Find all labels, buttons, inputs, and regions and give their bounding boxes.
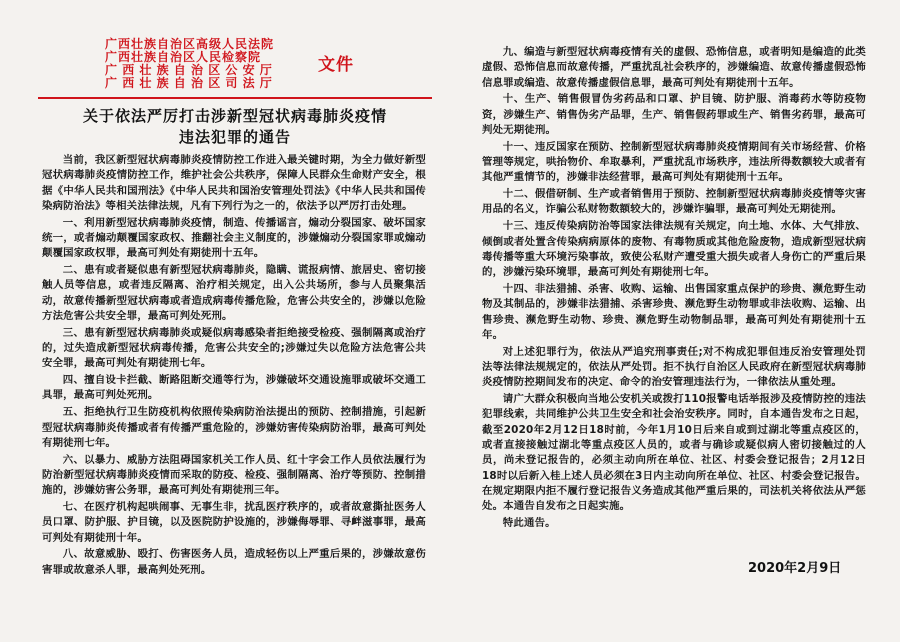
issue-date: 2020年2月9日 — [748, 561, 842, 576]
paragraph: 二、患有或者疑似患有新型冠状病毒肺炎，隐瞒、谎报病情、旅居史、密切接触人员等信息，或者违反隔离、治疗相关规定，出入公共场所，参与人员聚集活动，故意传播新型冠状病毒或者造成病毒传播危险，危害公共安全的，涉嫌以危险方法危害公共安全罪，最高可判处死刑。 — [42, 264, 426, 322]
red-divider — [38, 97, 432, 99]
left-column — [42, 153, 426, 580]
paragraph: 七、在医疗机构起哄闹事、无事生非，扰乱医疗秩序的，或者故意撕扯医务人员口罩、防护服、护目镜，以及医院防护设施的，涉嫌侮辱罪、寻衅滋事罪，最高可判处有期徒刑十年。 — [42, 501, 426, 544]
org-public-security: 广西壮族自治区公安厅 — [105, 63, 278, 77]
closing-line: 特此通告。 — [502, 516, 556, 529]
paragraph: 十三、违反传染病防治等国家法律法规有关规定，向土地、水体、大气排放、倾倒或者处置含传染病病原体的废物、有毒物质或其他危险废物，造成新型冠状病毒传播等重大环境污染事故，致使公私财产遭受重大损失或者人身伤亡的严重后果的，涉嫌污染环境罪，最高可判处有期徒刑七年。 — [482, 220, 866, 279]
title-line-1: 关于依法严厉打击涉新型冠状病毒肺炎疫情 — [82, 107, 387, 125]
paragraph: 十四、非法猎捕、杀害、收购、运输、出售国家重点保护的珍贵、濒危野生动物及其制品的，涉嫌非法猎捕、杀害珍贵、濒危野生动物罪或非法收购、运输、出售珍贵、濒危野生动物、珍贵、濒危野生动物制品罪，最高可判处有期徒刑十五年。 — [482, 282, 866, 341]
org-procuratorate: 广西壮族自治区人民检察院 — [105, 50, 262, 64]
paragraph: 对上述犯罪行为，依法从严追究刑事责任;对不构成犯罪但违反治安管理处罚法等法律法规规定的，依法从严处罚。拒不执行自治区人民政府在新型冠状病毒肺炎疫情防控期间发布的决定、命令的治安管理违法行为，一律依法从重处理。 — [482, 345, 866, 389]
org-justice: 广西壮族自治区司法厅 — [105, 76, 278, 90]
paragraph: 九、编造与新型冠状病毒疫情有关的虚假、恐怖信息，或者明知是编造的此类虚假、恐怖信息而故意传播，严重扰乱社会秩序的，涉嫌编造、故意传播虚假恐怖信息罪或编造、故意传播虚假信息罪，最高可判处有期徒刑十五年。 — [482, 46, 866, 89]
paragraph: 当前，我区新型冠状病毒肺炎疫情防控工作进入最关键时期，为全力做好新型冠状病毒肺炎疫情防控工作，维护社会公共秩序，保障人民群众生命财产安全，根据《中华人民共和国刑法》《中华人民共和国治安管理处罚法》《中华人民共和国传染病防治法》等相关法律法规，凡有下列行为之一的，依法予以严厉打击处理。 — [42, 154, 426, 212]
paragraph: 五、拒绝执行卫生防疫机构依照传染病防治法提出的预防、控制措施，引起新型冠状病毒肺炎传播或者有传播严重危险的，涉嫌妨害传染病防治罪，最高可判处有期徒刑七年。 — [42, 406, 426, 449]
paragraph: 一、利用新型冠状病毒肺炎疫情，制造、传播谣言，煽动分裂国家、破坏国家统一，或者煽动颠覆国家政权、推翻社会主义制度的，涉嫌煽动分裂国家罪或煽动颠覆国家政权罪，最高可判处有期徒刑十五年。 — [42, 216, 426, 260]
paragraph: 请广大群众积极向当地公安机关或拨打110报警电话举报涉及疫情防控的违法犯罪线索，共同维护公共卫生安全和社会治安秩序。同时，自本通告发布之日起，截至2020年2月12日18时前，今年1月10日后来自或到过湖北等重点疫区的，或者直接接触过湖北等重点疫区人员的，或者与确诊或疑似病人密切接触过的人员，尚未登记报告的，必须主动向所在单位、社区、村委会登记报告；2月12日18时以后新入桂上述人员必须在3日内主动向所在单位、社区、村委会登记报告。在规定期限内拒不履行登记报告义务造成其他严重后果的，司法机关将依法从严惩处。本通告自发布之日起实施。 — [482, 393, 866, 513]
org-high-court: 广西壮族自治区高级人民法院 — [105, 37, 275, 51]
paragraph: 三、患有新型冠状病毒肺炎或疑似病毒感染者拒绝接受检疫、强制隔离或治疗的，过失造成新型冠状病毒传播，危害公共安全的;涉嫌过失以危险方法危害公共安全罪，最高可判处有期徒刑七年。 — [42, 326, 426, 370]
paragraph: 十、生产、销售假冒伪劣药品和口罩、护目镜、防护服、消毒药水等防疫物资，涉嫌生产、销售伪劣产品罪，生产、销售假药罪或生产、销售劣药罪，最高可判处无期徒刑。 — [482, 93, 866, 136]
paragraph: 十二、假借研制、生产或者销售用于预防、控制新型冠状病毒肺炎疫情等灾害用品的名义，诈骗公私财物数额较大的，涉嫌诈骗罪，最高可判处无期徒刑。 — [482, 188, 866, 216]
paragraph: 四、擅自设卡拦截、断路阻断交通等行为，涉嫌破坏交通设施罪或破坏交通工具罪，最高可判处死刑。 — [42, 374, 426, 402]
paragraph: 十一、违反国家在预防、控制新型冠状病毒肺炎疫情期间有关市场经营、价格管理等规定，哄抬物价、牟取暴利，严重扰乱市场秩序，违法所得数额较大或者有其他严重情节的，涉嫌非法经营罪，最高可判处有期徒刑十五年。 — [482, 140, 866, 184]
title-line-2: 违法犯罪的通告 — [178, 128, 291, 146]
page-title — [48, 106, 422, 148]
paragraph: 八、故意威胁、殴打、伤害医务人员，造成轻伤以上严重后果的，涉嫌故意伤害罪或故意杀人罪，最高判处死刑。 — [42, 548, 426, 576]
right-column — [482, 45, 866, 533]
paragraph: 六、以暴力、威胁方法阻碍国家机关工作人员、红十字会工作人员依法履行为防治新型冠状病毒肺炎疫情而采取的防疫、检疫、强制隔离、治疗等预防、控制措施的，涉嫌妨害公务罪，最高可判处有期徒刑三年。 — [42, 453, 426, 497]
document-label: 文件 — [318, 55, 354, 75]
